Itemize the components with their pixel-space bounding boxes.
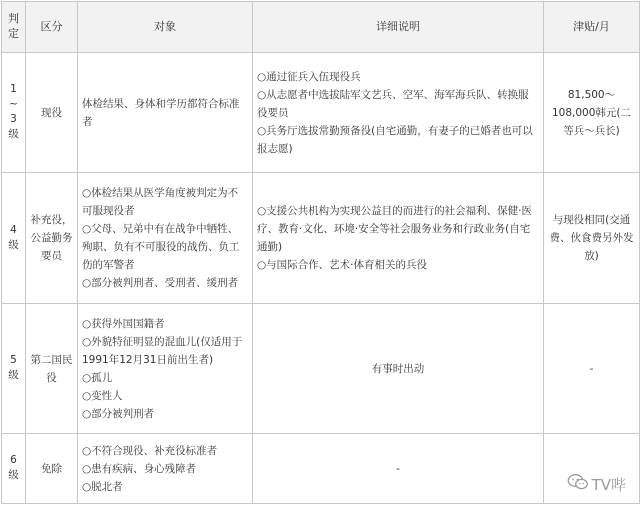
header-target: 对象 [78,2,253,53]
target-line: ○获得外国国籍者 [82,317,165,330]
detail-line: ○与国际合作、艺术·体育相关的兵役 [257,259,427,271]
target-line: ○父母、兄弟中有在战争中牺牲、殉职、负有不可服役的战伤、负工伤的军警者 [82,223,240,271]
allowance-cell: 81,500～108,000韩元(二等兵～兵长) [544,53,640,173]
category-cell: 补充役，公益勤务要员 [26,173,78,304]
target-cell [78,304,253,434]
header-category: 区分 [26,2,78,53]
target-line: ○体检结果从医学角度被判定为不可服现役者 [82,187,239,217]
target-cell [78,434,253,504]
category-cell: 免除 [26,434,78,504]
header-allowance: 津贴/月 [544,2,640,53]
watermark-text: TV哔 [591,475,626,494]
detail-line: ○兵务厅选拔常勤预备役(自宅通勤，有妻子的已婚者也可以报志愿) [257,124,533,155]
target-line: ○不符合现役、补充役标准者 [82,444,218,457]
conscription-table [1,1,640,504]
detail-line: ○支援公共机构为实现公益目的而进行的社会福利、保健·医疗、教育·文化、环境·安全等社会服务业务和行政业务(自宅通勤) [257,205,532,253]
header-detail: 详细说明 [253,2,544,53]
judge-cell: 5级 [2,304,26,434]
detail-line: ○通过征兵入伍现役兵 [257,70,361,83]
target-line: 体检结果、身体和学历都符合标准者 [82,97,240,128]
judge-cell: 1~3级 [2,53,26,173]
detail-cell [253,173,544,304]
category-cell: 现役 [26,53,78,173]
table-row [2,304,640,434]
table-row [2,434,640,504]
category-cell: 第二国民役 [26,304,78,434]
target-cell [78,173,253,304]
detail-cell: - [253,434,544,504]
target-line: ○脱北者 [82,480,123,493]
allowance-cell: 与现役相同(交通费、伙食费另外发放) [544,173,640,304]
target-line: ○外貌特征明显的混血儿(仅适用于1991年12月31日前出生者) [82,335,243,366]
header-judge: 判定 [2,2,26,53]
allowance-cell: - [544,304,640,434]
detail-line: ○从志愿者中选拔陆军文艺兵、空军、海军海兵队、转换服役要员 [257,88,529,119]
header-row [2,2,640,53]
wechat-icon [567,473,589,495]
table-row [2,53,640,173]
target-line: ○部分被判刑者 [82,407,155,420]
detail-cell: 有事时出动 [253,304,544,434]
detail-cell [253,53,544,173]
target-cell [78,53,253,173]
judge-cell: 4级 [2,173,26,304]
target-line: ○部分被判刑者、受刑者、缓刑者 [82,277,239,289]
table-row [2,173,640,304]
judge-cell: 6级 [2,434,26,504]
target-line: ○变性人 [82,389,123,402]
watermark [567,473,626,495]
target-line: ○孤儿 [82,371,113,384]
target-line: ○患有疾病、身心残障者 [82,462,197,475]
